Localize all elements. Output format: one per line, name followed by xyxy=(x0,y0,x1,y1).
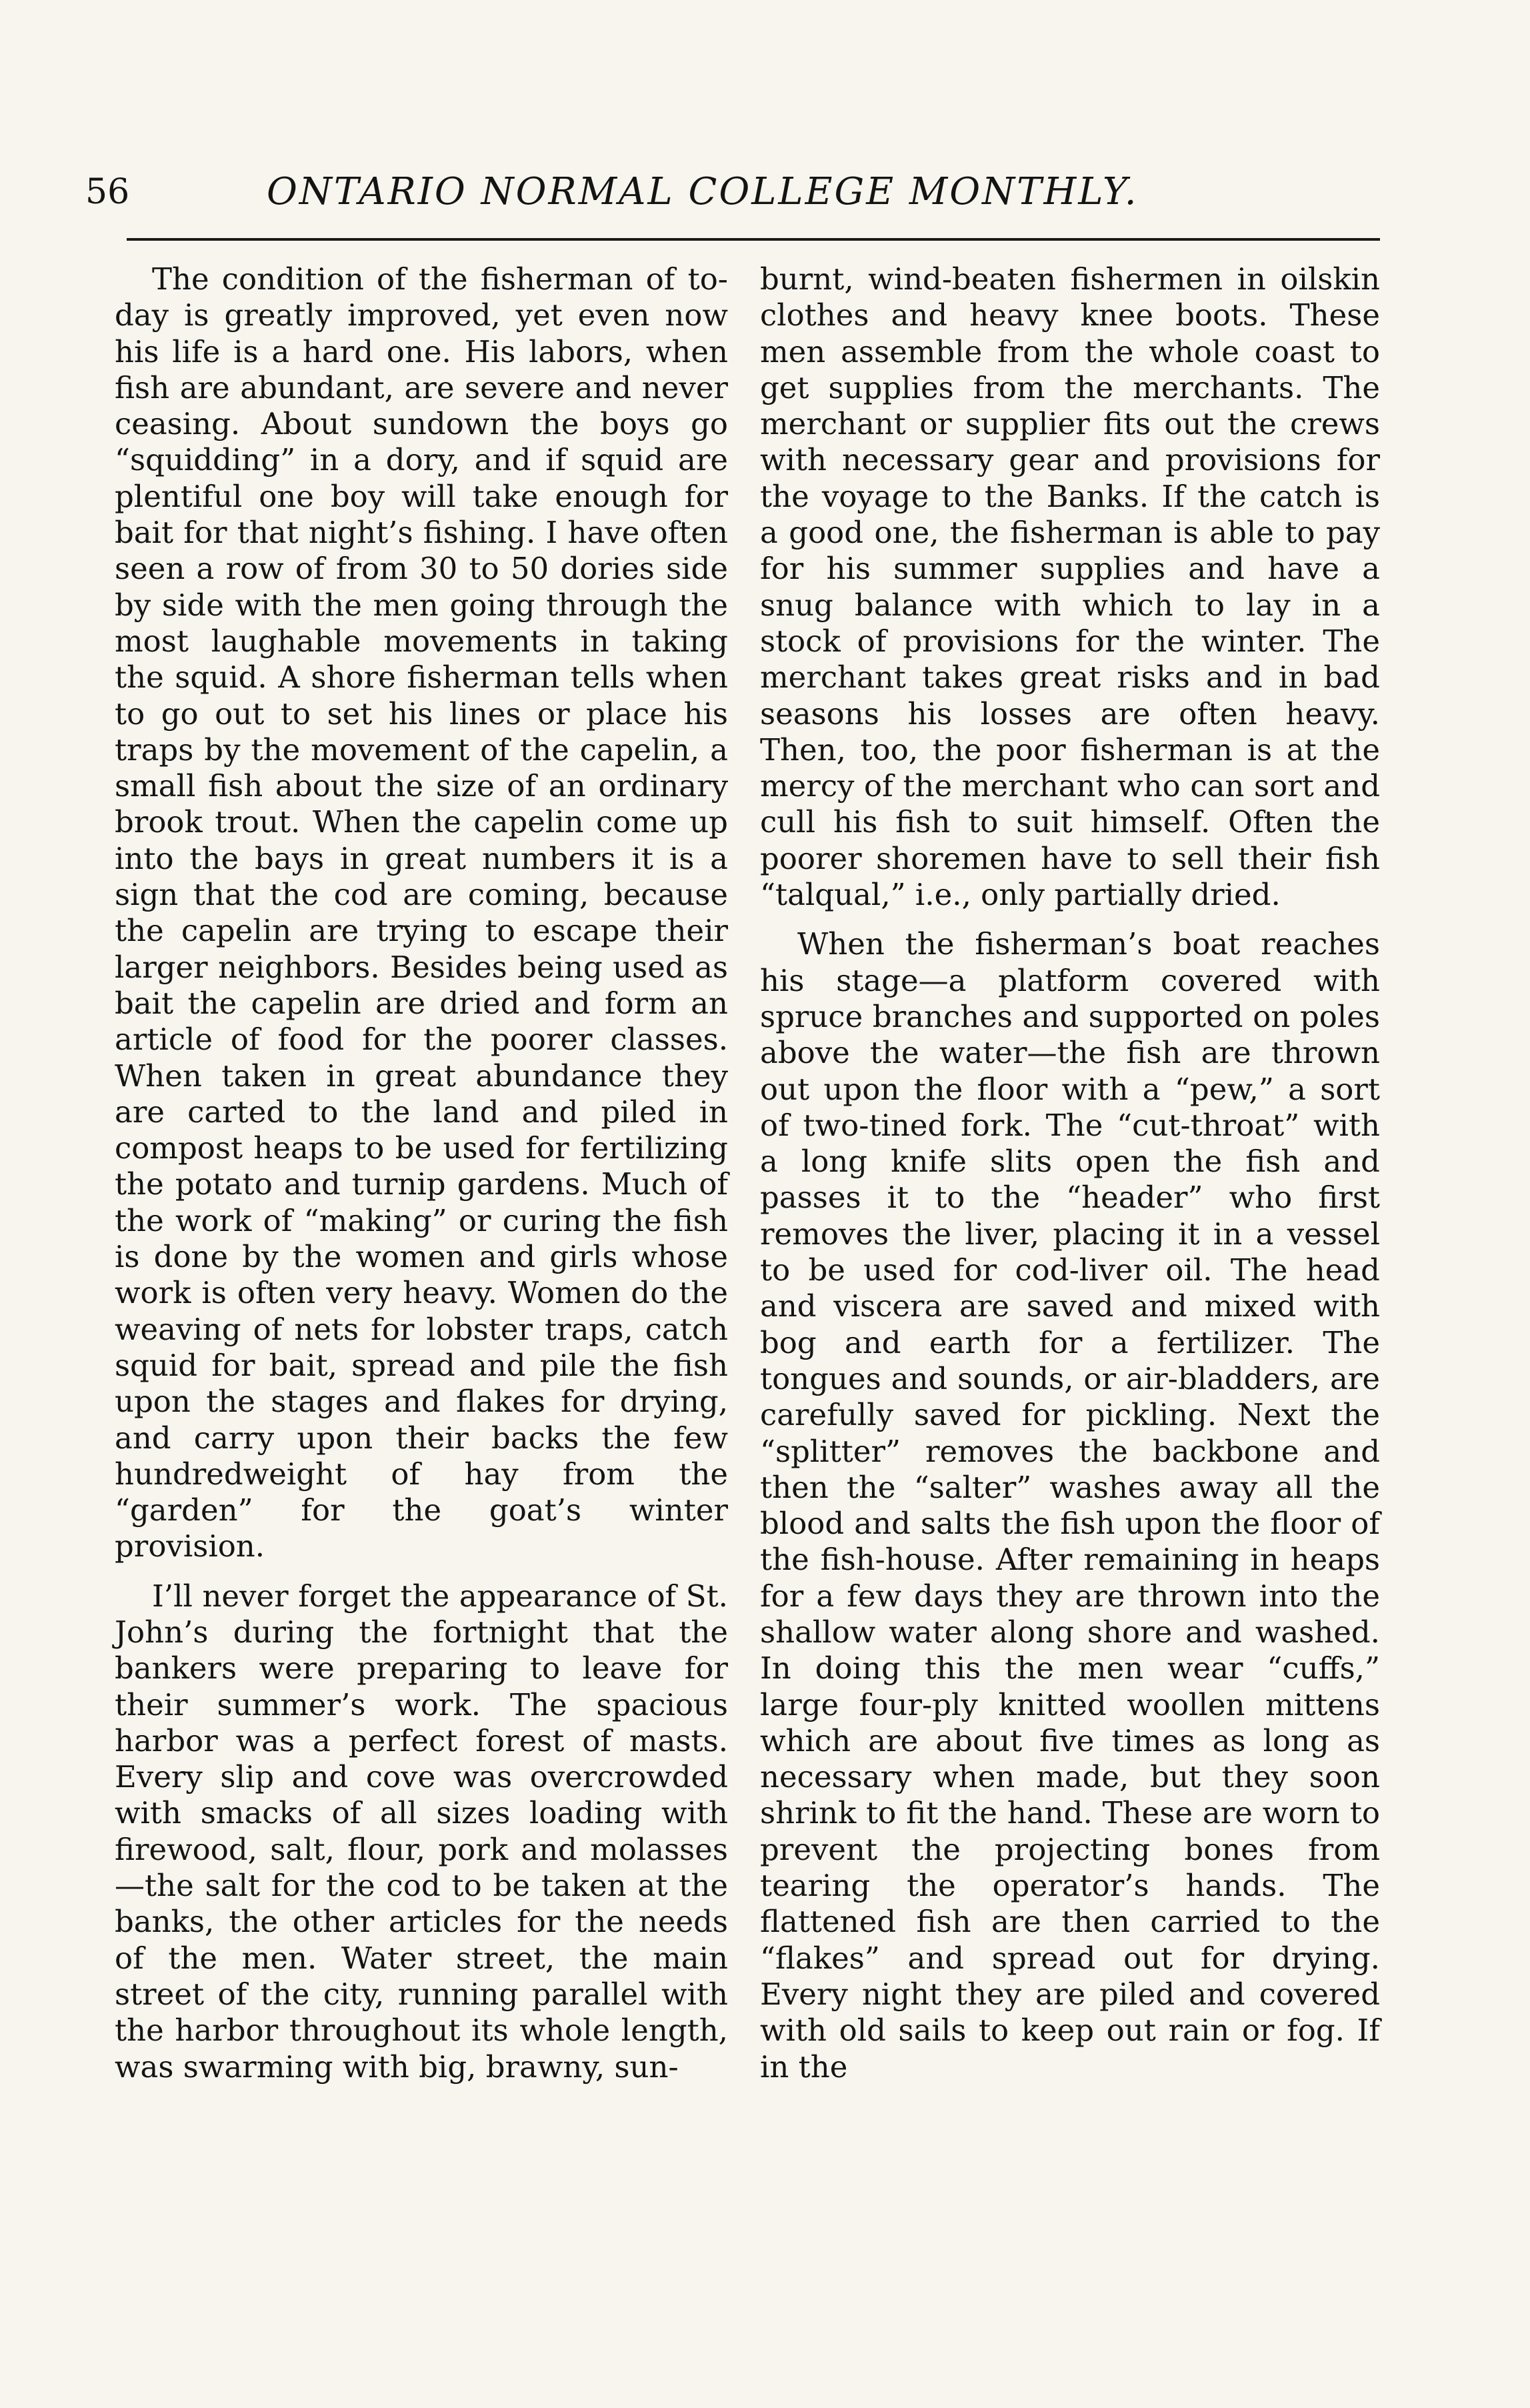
paragraph: When the fisherman’s boat reaches his stage—a platform covered with spruce branches and supported on poles above the water—the fish are thrown out upon the floor with a “pew,” a sort of two-tined fork. The “cut-throat” with a long knife slits open the fish and passes it to the “header” who first removes the liver, placing it in a vessel to be used for cod-liver oil. The head and viscera are saved and mixed with bog and earth for a fertilizer. The tongues and sounds, or air-bladders, are carefully saved for pickling. Next the “splitter” removes the backbone and then the “salter” washes away all the blood and salts the fish upon the floor of the fish-house. After remaining in heaps for a few days they are thrown into the shallow water along shore and washed. In doing this the men wear “cuffs,” large four-ply knitted woollen mittens which are about five times as long as necessary when made, but they soon shrink to fit the hand. These are worn to prevent the projecting bones from tearing the operator’s hands. The flattened fish are then carried to the “flakes” and spread out for drying. Every night they are piled and covered with old sails to keep out rain or fog. If in the xyxy=(760,926,1380,2085)
page-number: 56 xyxy=(85,172,130,212)
paragraph: I’ll never forget the appearance of St. John’s during the fortnight that the bankers were preparing to leave for their summer’s work. The spacious harbor was a perfect forest of masts. Every slip and cove was overcrowded with smacks of all sizes loading with firewood, salt, flour, pork and molasses—the salt for the cod to be taken at the banks, the other articles for the needs of the men. Water street, the main street of the city, running parallel with the harbor throughout its whole length, was swarming with big, brawny, sun- xyxy=(115,1578,728,2085)
left-column xyxy=(115,261,728,2099)
paragraph: The condition of the fisherman of to-day is greatly improved, yet even now his life is a hard one. His labors, when fish are abundant, are severe and never ceasing. About sundown the boys go “squidding” in a dory, and if squid are plentiful one boy will take enough for bait for that night’s fishing. I have often seen a row of from 30 to 50 dories side by side with the men going through the most laughable movements in taking the squid. A shore fisherman tells when to go out to set his lines or place his traps by the movement of the capelin, a small fish about the size of an ordinary brook trout. When the capelin come up into the bays in great numbers it is a sign that the cod are coming, because the capelin are trying to escape their larger neighbors. Besides being used as bait the capelin are dried and form an article of food for the poorer classes. When taken in great abundance they are carted to the land and piled in compost heaps to be used for fertilizing the potato and turnip gardens. Much of the work of “making” or curing the fish is done by the women and girls whose work is often very heavy. Women do the weaving of nets for lobster traps, catch squid for bait, spread and pile the fish upon the stages and flakes for drying, and carry upon their backs the few hundredweight of hay from the “garden” for the goat’s winter provision. xyxy=(115,261,728,1564)
right-column xyxy=(760,261,1380,2099)
header-rule xyxy=(127,238,1380,241)
paragraph-continued: burnt, wind-beaten fishermen in oilskin clothes and heavy knee boots. These men assemble from the whole coast to get supplies from the merchants. The merchant or supplier fits out the crews with necessary gear and provisions for the voyage to the Banks. If the catch is a good one, the fisherman is able to pay for his summer supplies and have a snug balance with which to lay in a stock of provisions for the winter. The merchant takes great risks and in bad seasons his losses are often heavy. Then, too, the poor fisherman is at the mercy of the merchant who can sort and cull his fish to suit himself. Often the poorer shoremen have to sell their fish “talqual,” i.e., only partially dried. xyxy=(760,261,1380,913)
running-head: ONTARIO NORMAL COLLEGE MONTHLY. xyxy=(267,170,1139,213)
